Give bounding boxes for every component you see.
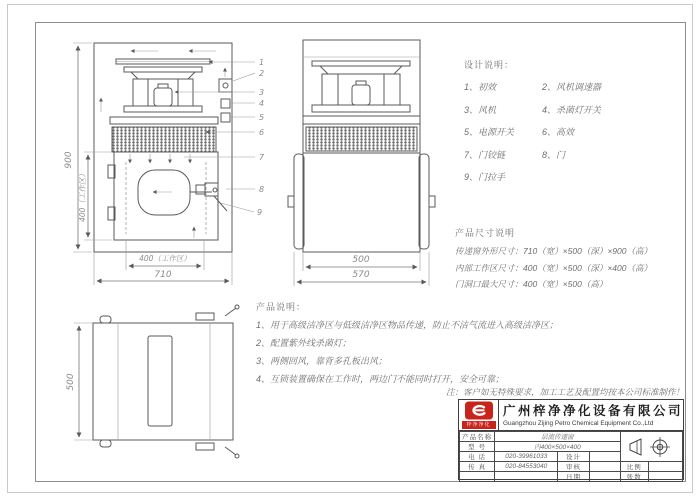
audit-value (589, 462, 620, 472)
part-callout-6: 6 (259, 128, 265, 137)
side-dim-outer: 570 (352, 270, 370, 280)
part-callout-2: 2 (259, 69, 265, 78)
size-note-line: 传递窗外形尺寸：710（宽）×500（深）×900（高） (455, 246, 652, 256)
zijing-logo-icon (464, 401, 494, 420)
product-note-line: 4、互锁装置确保在工作时，两边门不能同时打开，安全可靠； (256, 374, 505, 384)
design-notes (464, 58, 666, 183)
product-note-line: 1、用于高级洁净区与低级洁净区物品传递，防止不洁气流进入高级洁净区； (256, 320, 559, 330)
projection-symbol (620, 432, 682, 462)
logo-caption: 梓净净化 (462, 421, 496, 429)
front-dim-work-width: 400（工作区） (139, 254, 191, 263)
design-label: 设计 (558, 452, 589, 462)
legend-item: 1、初效 (464, 82, 497, 92)
legend-item: 4、杀菌灯开关 (542, 104, 602, 115)
front-dim-width: 710 (154, 270, 172, 280)
scale-label: 比例 (620, 462, 648, 472)
model-label: 型 号 (460, 442, 495, 452)
product-note-line: 3、两侧回风，靠背多孔板出风； (256, 356, 388, 366)
front-dim-height: 900 (64, 151, 74, 169)
sheets-value (648, 472, 682, 482)
part-callout-9: 9 (257, 208, 263, 217)
part-callout-1: 1 (259, 58, 265, 67)
legend-item: 5、电源开关 (464, 127, 515, 137)
fax-label: 传 真 (460, 462, 495, 472)
date-value (589, 472, 620, 482)
product-notes-title: 产品说明： (256, 302, 307, 312)
front-view (64, 43, 265, 285)
empty-cell (460, 472, 495, 482)
part-callout-5: 5 (259, 113, 265, 122)
size-note-line: 门洞口最大尺寸：400（宽）×500（高） (455, 279, 608, 289)
part-callout-7: 7 (259, 153, 265, 162)
legend-item: 8、门 (542, 149, 566, 160)
model-value: 内400×500×400 (495, 442, 621, 452)
legend-item: 9、门拉手 (464, 172, 506, 182)
empty-cell (495, 472, 558, 482)
company-name-cn: 广州梓净净化设备有限公司 (503, 404, 683, 418)
plan-view (66, 305, 239, 458)
company-block (499, 400, 683, 430)
legend-item: 7、门铰链 (464, 149, 506, 160)
parts-legend (464, 80, 666, 183)
tel-value: 020-39961033 (495, 452, 558, 462)
part-callout-4: 4 (259, 99, 265, 108)
legend-item: 6、高效 (542, 127, 575, 137)
title-block (458, 399, 684, 480)
title-block-table (459, 431, 683, 482)
plan-dim-depth: 500 (66, 373, 76, 391)
sheets-label: 张数 (620, 472, 648, 482)
projection-symbol-icon (624, 436, 678, 458)
date-label: 日期 (558, 472, 589, 482)
design-value (589, 452, 620, 462)
design-notes-title: 设计说明： (464, 60, 515, 70)
audit-label: 审核 (558, 462, 589, 472)
size-notes (455, 226, 687, 293)
part-callout-8: 8 (259, 185, 265, 194)
size-notes-title: 产品尺寸说明 (455, 228, 516, 238)
company-logo (459, 400, 499, 430)
title-block-header (459, 400, 683, 431)
legend-item: 2、风机调速器 (542, 82, 602, 92)
legend-item: 3、风机 (464, 104, 497, 115)
product-name-label: 产品名称 (460, 432, 495, 442)
standard-remark: 注：客户如无特殊要求，加工工艺及配置均按本公司标准制作！ (445, 387, 684, 397)
side-dim-inner: 500 (352, 255, 370, 265)
size-note-line: 内部工作区尺寸：400（宽）×500（深）×400（高） (455, 262, 652, 273)
side-view (288, 40, 435, 286)
part-callout-3: 3 (259, 88, 265, 97)
product-notes (256, 300, 686, 388)
front-dim-work-height: 400（工作区） (78, 170, 87, 222)
product-name-value: 层流传递窗 (495, 432, 621, 442)
fax-value: 020-84553040 (495, 462, 558, 472)
tel-label: 电 话 (460, 452, 495, 462)
company-name-en: Guangzhou Zijing Petro Chemical Equipment Co.,Ltd (503, 420, 654, 427)
scale-value (648, 462, 682, 472)
product-note-line: 2、配置紫外线杀菌灯； (256, 338, 352, 348)
